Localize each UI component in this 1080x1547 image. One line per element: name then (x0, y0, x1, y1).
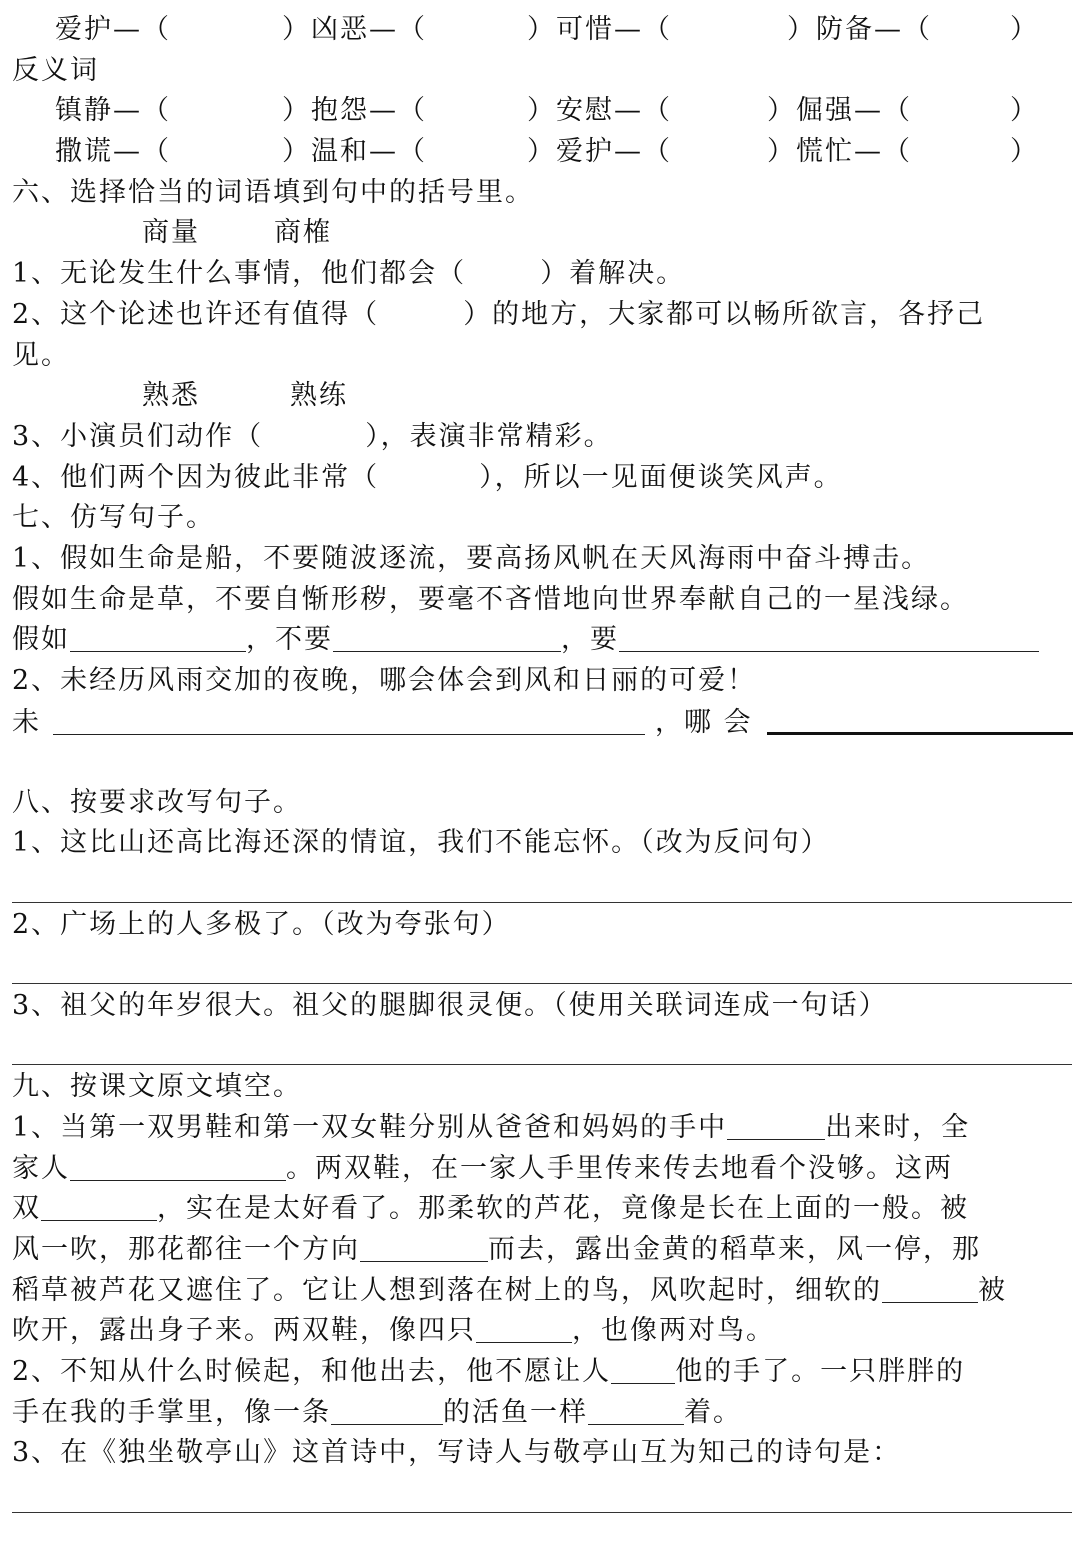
fill-label: ，哪 会 (655, 707, 753, 738)
question-continued: 见。 (12, 340, 70, 371)
synonym-item: 爱护—（ (55, 14, 171, 45)
blank[interactable] (466, 256, 540, 286)
antonym-item: 镇静—（ (55, 95, 171, 126)
question (12, 254, 1072, 294)
question: 3、祖父的年岁很大。祖父的腿脚很灵便。（使用关联词连成一句话） (12, 990, 888, 1021)
blank[interactable] (767, 702, 1073, 735)
blank[interactable] (588, 1394, 684, 1425)
fill-label: 假如 (12, 624, 70, 655)
passage-text: 双 (12, 1193, 41, 1224)
antonym-item: 撒谎—（ (55, 136, 171, 167)
blank[interactable] (53, 704, 645, 735)
answer-line[interactable] (12, 1512, 1072, 1513)
antonym-item: ）慌忙—（ (767, 136, 912, 167)
synonym-item: ）防备—（ (787, 14, 932, 45)
passage-text: 吹开，露出身子来。两双鞋，像四只 (12, 1315, 476, 1346)
sample-sentence: 假如生命是草，不要自惭形秽，要毫不吝惜地向世界奉献自己的一星浅绿。 (12, 584, 969, 615)
section-7-title: 七、仿写句子。 (12, 502, 215, 533)
word-option: 熟练 (290, 380, 348, 411)
blank[interactable] (70, 1150, 286, 1181)
question-text: 4、他们两个因为彼此非常（ (12, 462, 380, 493)
passage-text: 手在我的手掌里，像一条 (12, 1397, 331, 1428)
question-text: 1、无论发生什么事情，他们都会（ (12, 258, 467, 289)
passage-text: 他的手了。一只胖胖的 (675, 1356, 966, 1387)
word-options (12, 376, 1072, 416)
passage-text: 而去，露出金黄的稻草来，风一停，那 (488, 1234, 981, 1265)
word-options (12, 213, 1072, 253)
antonym-row (12, 132, 1072, 172)
question-text: 3、小演员们动作（ (12, 421, 264, 452)
antonym-item: ）倔强—（ (767, 95, 912, 126)
passage-line (12, 1230, 1072, 1270)
blank[interactable] (379, 297, 463, 327)
blank[interactable] (476, 1312, 572, 1343)
antonym-row (12, 91, 1072, 131)
blank[interactable] (41, 1190, 157, 1221)
fill-label: ，要 (561, 624, 619, 655)
synonym-item: ） (1010, 14, 1039, 45)
fill-label: ，不要 (246, 624, 333, 655)
blank[interactable] (333, 621, 561, 652)
blank[interactable] (70, 621, 246, 652)
blank[interactable] (611, 1353, 675, 1384)
imitation-fill (12, 702, 1072, 742)
imitation-fill (12, 620, 1072, 660)
question (12, 295, 1072, 335)
passage-text: 家人 (12, 1153, 70, 1184)
section-6-title: 六、选择恰当的词语填到句中的括号里。 (12, 177, 534, 208)
section-9-title: 九、按课文原文填空。 (12, 1071, 302, 1102)
blank[interactable] (379, 460, 479, 490)
antonym-item: ）爱护—（ (527, 136, 672, 167)
synonym-row (12, 10, 1072, 50)
word-option: 商榷 (274, 217, 332, 248)
question: 1、这比山还高比海还深的情谊，我们不能忘怀。（改为反问句） (12, 827, 830, 858)
antonym-item: ）抱怨—（ (282, 95, 427, 126)
question-text: ），所以一见面便谈笑风声。 (479, 462, 843, 493)
blank[interactable] (727, 1109, 825, 1140)
question: 2、广场上的人多极了。（改为夸张句） (12, 909, 511, 940)
passage-line (12, 1311, 1072, 1351)
passage-text: 被 (978, 1275, 1007, 1306)
passage-text: 稻草被芦花又遮住了。它让人想到落在树上的鸟，风吹起时，细软的 (12, 1275, 882, 1306)
passage-line (12, 1271, 1072, 1311)
question-text: ）着解决。 (540, 258, 686, 289)
passage-text: ，实在是太好看了。那柔软的芦花，竟像是长在上面的一般。被 (157, 1193, 969, 1224)
question-text: 2、这个论述也许还有值得（ (12, 299, 380, 330)
word-option: 熟悉 (142, 380, 200, 411)
sample-sentence: 1、假如生命是船，不要随波逐流，要高扬风帆在天风海雨中奋斗搏击。 (12, 543, 931, 574)
passage-text: ，也像两对鸟。 (572, 1315, 775, 1346)
passage-line (12, 1149, 1072, 1189)
answer-line[interactable] (12, 983, 1072, 984)
antonym-item: ） (1010, 136, 1039, 167)
passage-text: 着。 (684, 1397, 742, 1428)
passage-text: 。两双鞋，在一家人手里传来传去地看个没够。这两 (286, 1153, 953, 1184)
passage-text: 2、不知从什么时候起，和他出去，他不愿让人 (12, 1356, 612, 1387)
section-8-title: 八、按要求改写句子。 (12, 787, 302, 818)
passage-line (12, 1189, 1072, 1229)
question-text: ）的地方，大家都可以畅所欲言，各抒己 (463, 299, 986, 330)
question: 3、在《独坐敬亭山》这首诗中，写诗人与敬亭山互为知己的诗句是： (12, 1437, 902, 1468)
blank[interactable] (619, 621, 1039, 652)
blank[interactable] (360, 1231, 488, 1262)
passage-line (12, 1393, 1072, 1433)
synonym-item: ）可惜—（ (527, 14, 672, 45)
question-text: ），表演非常精彩。 (365, 421, 613, 452)
antonym-item: ）温和—（ (282, 136, 427, 167)
antonym-item: ） (1010, 95, 1039, 126)
passage-text: 1、当第一双男鞋和第一双女鞋分别从爸爸和妈妈的手中 (12, 1112, 728, 1143)
word-option: 商量 (142, 217, 200, 248)
blank[interactable] (331, 1394, 443, 1425)
passage-line (12, 1352, 1072, 1392)
passage-text: 风一吹，那花都往一个方向 (12, 1234, 360, 1265)
question (12, 417, 1072, 457)
blank[interactable] (263, 419, 365, 449)
question (12, 458, 1072, 498)
answer-line[interactable] (12, 902, 1072, 903)
synonym-item: ）凶恶—（ (282, 14, 427, 45)
sample-sentence: 2、未经历风雨交加的夜晚，哪会体会到风和日丽的可爱！ (12, 665, 757, 696)
blank[interactable] (882, 1272, 978, 1303)
answer-line[interactable] (12, 1064, 1072, 1065)
passage-text: 的活鱼一样 (443, 1397, 588, 1428)
antonym-title: 反义词 (12, 55, 99, 86)
antonym-item: ）安慰—（ (527, 95, 672, 126)
passage-line (12, 1108, 1072, 1148)
passage-text: 出来时，全 (825, 1112, 971, 1143)
fill-label: 未 (12, 707, 41, 738)
